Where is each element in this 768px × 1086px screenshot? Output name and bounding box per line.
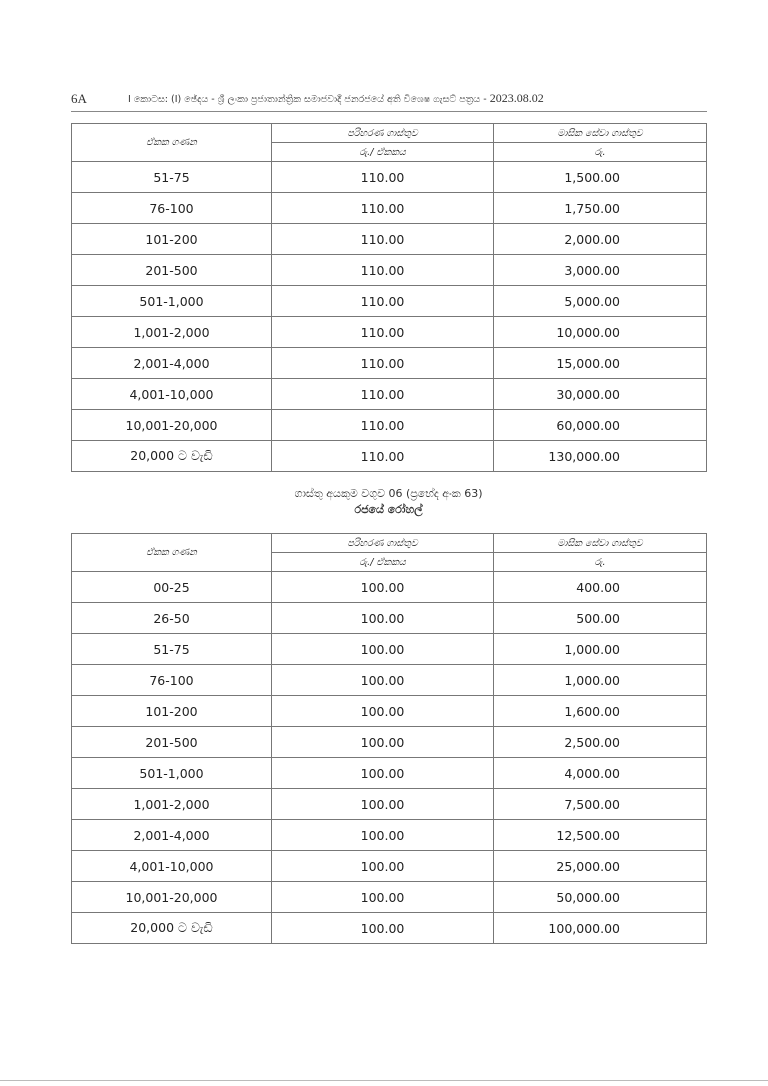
table-row xyxy=(72,572,707,603)
monthly-fee-cell: 10,000.00 xyxy=(494,317,707,348)
table-row xyxy=(72,913,707,944)
service-charge-cell: 110.00 xyxy=(272,379,494,410)
table-row xyxy=(72,255,707,286)
service-charge-cell: 100.00 xyxy=(272,882,494,913)
monthly-fee-cell: 130,000.00 xyxy=(494,441,707,472)
units-column-header: ඒකක ගණන xyxy=(72,124,272,162)
monthly-fee-cell: 400.00 xyxy=(494,572,707,603)
service-charge-cell: 100.00 xyxy=(272,851,494,882)
table-row xyxy=(72,851,707,882)
table-row xyxy=(72,441,707,472)
table-row xyxy=(72,162,707,193)
table-row xyxy=(72,224,707,255)
monthly-fee-cell: 3,000.00 xyxy=(494,255,707,286)
section-subtitle: රජයේ රෝහල් xyxy=(354,503,423,516)
header-rule xyxy=(71,111,707,112)
monthly-fee-cell: 60,000.00 xyxy=(494,410,707,441)
service-charge-column-header: පරිහරණ ගාස්තුව xyxy=(272,124,494,143)
table-row xyxy=(72,789,707,820)
monthly-fee-unit: රු. xyxy=(494,553,707,572)
units-cell: 10,001-20,000 xyxy=(72,410,272,441)
units-cell: 2,001-4,000 xyxy=(72,348,272,379)
units-cell: 00-25 xyxy=(72,572,272,603)
table-row xyxy=(72,410,707,441)
table-row xyxy=(72,193,707,224)
gazette-title: I කොටස: (I) ඡේදය - ශ්‍රී ලංකා ප්‍රජාතාන්ත්‍රික සමාජවාදී ජනරජයේ අති විශෙෂ ගැසට් පත්‍රය - xyxy=(128,94,487,105)
service-charge-cell: 100.00 xyxy=(272,727,494,758)
units-cell: 2,001-4,000 xyxy=(72,820,272,851)
service-charge-cell: 110.00 xyxy=(272,255,494,286)
service-charge-unit: රු./ ඒකකය xyxy=(272,553,494,572)
units-cell: 51-75 xyxy=(72,162,272,193)
tariff-table-1-body xyxy=(72,162,707,472)
footer-rule xyxy=(0,1080,768,1081)
service-charge-cell: 110.00 xyxy=(272,317,494,348)
table-row xyxy=(72,696,707,727)
units-cell: 20,000 ට වැඩි xyxy=(72,913,272,944)
service-charge-cell: 110.00 xyxy=(272,224,494,255)
monthly-fee-column-header: මාසික සේවා ගාස්තුව xyxy=(494,534,707,553)
service-charge-cell: 110.00 xyxy=(272,410,494,441)
units-cell: 101-200 xyxy=(72,224,272,255)
service-charge-cell: 100.00 xyxy=(272,634,494,665)
monthly-fee-cell: 30,000.00 xyxy=(494,379,707,410)
monthly-fee-cell: 2,500.00 xyxy=(494,727,707,758)
units-cell: 76-100 xyxy=(72,665,272,696)
units-cell: 51-75 xyxy=(72,634,272,665)
service-charge-unit: රු./ ඒකකය xyxy=(272,143,494,162)
units-cell: 10,001-20,000 xyxy=(72,882,272,913)
table-row xyxy=(72,379,707,410)
units-cell: 4,001-10,000 xyxy=(72,851,272,882)
table-row xyxy=(72,317,707,348)
service-charge-cell: 110.00 xyxy=(272,162,494,193)
table-row xyxy=(72,665,707,696)
monthly-fee-cell: 50,000.00 xyxy=(494,882,707,913)
monthly-fee-cell: 500.00 xyxy=(494,603,707,634)
monthly-fee-cell: 1,500.00 xyxy=(494,162,707,193)
monthly-fee-cell: 1,000.00 xyxy=(494,634,707,665)
table-row xyxy=(72,603,707,634)
service-charge-cell: 110.00 xyxy=(272,193,494,224)
monthly-fee-cell: 15,000.00 xyxy=(494,348,707,379)
monthly-fee-cell: 4,000.00 xyxy=(494,758,707,789)
units-cell: 501-1,000 xyxy=(72,758,272,789)
units-cell: 201-500 xyxy=(72,255,272,286)
monthly-fee-unit: රු. xyxy=(494,143,707,162)
service-charge-cell: 100.00 xyxy=(272,758,494,789)
table-row xyxy=(72,634,707,665)
units-cell: 101-200 xyxy=(72,696,272,727)
monthly-fee-cell: 1,750.00 xyxy=(494,193,707,224)
units-cell: 76-100 xyxy=(72,193,272,224)
monthly-fee-column-header: මාසික සේවා ගාස්තුව xyxy=(494,124,707,143)
service-charge-cell: 110.00 xyxy=(272,286,494,317)
table-row xyxy=(72,286,707,317)
monthly-fee-cell: 12,500.00 xyxy=(494,820,707,851)
service-charge-cell: 110.00 xyxy=(272,348,494,379)
tariff-table-2 xyxy=(71,533,707,944)
units-cell: 26-50 xyxy=(72,603,272,634)
service-charge-column-header: පරිහරණ ගාස්තුව xyxy=(272,534,494,553)
monthly-fee-cell: 5,000.00 xyxy=(494,286,707,317)
units-column-header: ඒකක ගණන xyxy=(72,534,272,572)
service-charge-cell: 100.00 xyxy=(272,789,494,820)
tariff-table-2-body xyxy=(72,572,707,944)
service-charge-cell: 100.00 xyxy=(272,696,494,727)
units-cell: 501-1,000 xyxy=(72,286,272,317)
table-row xyxy=(72,882,707,913)
tariff-table-1 xyxy=(71,123,707,472)
units-cell: 1,001-2,000 xyxy=(72,317,272,348)
service-charge-cell: 110.00 xyxy=(272,441,494,472)
monthly-fee-cell: 1,000.00 xyxy=(494,665,707,696)
table-row xyxy=(72,820,707,851)
service-charge-cell: 100.00 xyxy=(272,913,494,944)
monthly-fee-cell: 25,000.00 xyxy=(494,851,707,882)
units-cell: 20,000 ට වැඩි xyxy=(72,441,272,472)
service-charge-cell: 100.00 xyxy=(272,820,494,851)
service-charge-cell: 100.00 xyxy=(272,572,494,603)
running-header xyxy=(128,91,708,106)
monthly-fee-cell: 1,600.00 xyxy=(494,696,707,727)
units-cell: 4,001-10,000 xyxy=(72,379,272,410)
service-charge-cell: 100.00 xyxy=(272,603,494,634)
service-charge-cell: 100.00 xyxy=(272,665,494,696)
table-row xyxy=(72,758,707,789)
monthly-fee-cell: 2,000.00 xyxy=(494,224,707,255)
gazette-date: 2023.08.02 xyxy=(489,91,544,105)
monthly-fee-cell: 7,500.00 xyxy=(494,789,707,820)
page-number: 6A xyxy=(71,91,87,106)
monthly-fee-cell: 100,000.00 xyxy=(494,913,707,944)
table-row xyxy=(72,727,707,758)
units-cell: 201-500 xyxy=(72,727,272,758)
section-title: ගාස්තු අයකුම වගුව 06 (ප්‍රභේද අංක 63) xyxy=(294,487,483,500)
table-row xyxy=(72,348,707,379)
units-cell: 1,001-2,000 xyxy=(72,789,272,820)
